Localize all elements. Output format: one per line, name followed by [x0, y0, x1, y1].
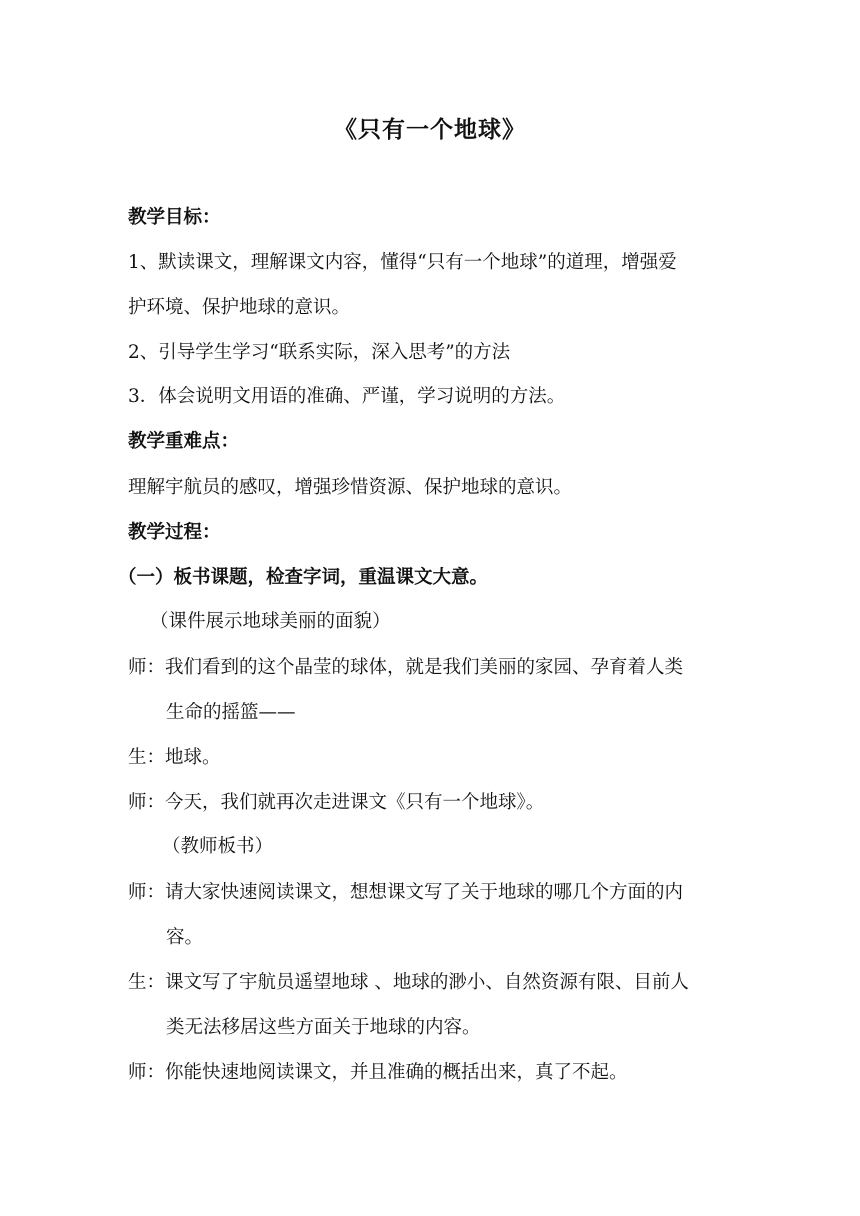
stage-note-2: （教师板书）: [162, 836, 274, 857]
objectives-heading: 教学目标：: [128, 207, 221, 228]
student-line-2-cont: 类无法移居这些方面关于地球的内容。: [166, 1017, 481, 1038]
teacher-line-4: 师：你能快速地阅读课文，并且准确的概括出来，真了不起。: [128, 1062, 628, 1083]
process-heading: 教学过程：: [128, 522, 221, 543]
stage-note-1: （课件展示地球美丽的面貌）: [150, 611, 391, 632]
student-line-1: 生：地球。: [128, 747, 221, 768]
difficulty-heading: 教学重难点：: [128, 431, 240, 452]
teacher-line-3-cont: 容。: [166, 927, 204, 948]
teacher-line-2: 师：今天，我们就再次走进课文《只有一个地球》。: [128, 792, 545, 813]
objective-2: 2、引导学生学习“联系实际，深入思考”的方法: [128, 342, 511, 363]
difficulty-text: 理解宇航员的感叹，增强珍惜资源、保护地球的意识。: [128, 477, 573, 498]
objective-3: 3．体会说明文用语的准确、严谨，学习说明的方法。: [128, 386, 566, 407]
teacher-line-1-cont: 生命的摇篮——: [166, 702, 296, 723]
document-title: 《只有一个地球》: [334, 116, 526, 143]
objective-1-line-1: 1、默读课文，理解课文内容，懂得“只有一个地球”的道理，增强爱: [128, 252, 677, 273]
teacher-line-1: 师：我们看到的这个晶莹的球体，就是我们美丽的家园、孕育着人类: [128, 657, 684, 678]
section-1-heading: （一）板书课题，检查字词，重温课文大意。: [118, 567, 489, 588]
student-line-2: 生：课文写了宇航员遥望地球 、地球的渺小、自然资源有限、目前人: [128, 972, 689, 993]
teacher-line-3: 师：请大家快速阅读课文，想想课文写了关于地球的哪几个方面的内: [128, 882, 684, 903]
objective-1-line-2: 护环境、保护地球的意识。: [128, 297, 351, 318]
